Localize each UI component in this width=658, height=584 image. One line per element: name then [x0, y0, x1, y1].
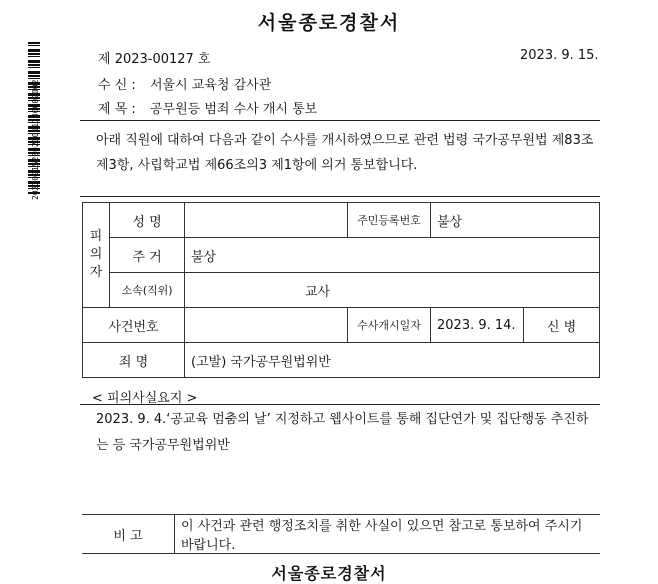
charge-label: 죄 명	[83, 343, 185, 378]
suspect-info-table	[82, 202, 600, 378]
case-number-label: 사건번호	[83, 308, 185, 343]
facts-text: 2023. 9. 4.‘공교육 멈춤의 날’ 지정하고 웹사이트를 통해 집단연가 및 집단행동 추진하는 등 국가공무원법위반	[96, 412, 589, 453]
facts-divider	[80, 404, 600, 405]
affiliation-value: 교사	[185, 273, 600, 308]
facts-heading: < 피의사실요지 >	[92, 391, 198, 406]
intro-paragraph: 아래 직원에 대하여 다음과 같이 수사를 개시하였으므로 관련 법령 국가공무원법 제83조 제3항, 사립학교법 제66조의3 제1항에 의거 통보합니다.	[96, 133, 594, 173]
address-label: 주 거	[110, 238, 185, 273]
name-label: 성 명	[110, 203, 185, 238]
remark-text: 이 사건과 관련 행정조치를 취한 사실이 있으면 참고로 통보하여 주시기 바랍니다.	[175, 515, 601, 554]
remark-label: 비 고	[82, 515, 175, 554]
issuer-footer: 서울종로경찰서	[271, 564, 387, 583]
remark-table	[82, 514, 600, 554]
suspect-group-label: 피 의 자	[83, 203, 110, 308]
id-number-label: 주민등록번호	[348, 203, 431, 238]
header-divider	[80, 120, 600, 121]
address-value: 불상	[185, 238, 600, 273]
name-value	[185, 203, 348, 238]
affiliation-label: 소속(직위)	[110, 273, 185, 308]
custody-status-label: 신 병	[524, 308, 600, 343]
document-date: 2023. 9. 15.	[520, 48, 599, 63]
document-title: 서울종로경찰서	[257, 12, 401, 34]
id-number-value: 불상	[431, 203, 600, 238]
charge-value: (고발) 국가공무원법위반	[185, 343, 600, 378]
subject-label: 제 목 :	[98, 102, 136, 117]
case-number-value	[185, 308, 348, 343]
intro-divider	[80, 196, 600, 197]
investigation-start-value: 2023. 9. 14.	[431, 308, 524, 343]
investigation-start-label: 수사개시일자	[348, 308, 431, 343]
recipient: 서울시 교육청 감사관	[150, 78, 272, 93]
barcode-number: 2023091520020011180002002	[31, 79, 40, 200]
subject: 공무원등 범죄 수사 개시 통보	[150, 102, 318, 117]
document-number: 제 2023-00127 호	[98, 52, 211, 67]
recipient-label: 수 신 :	[98, 78, 136, 93]
